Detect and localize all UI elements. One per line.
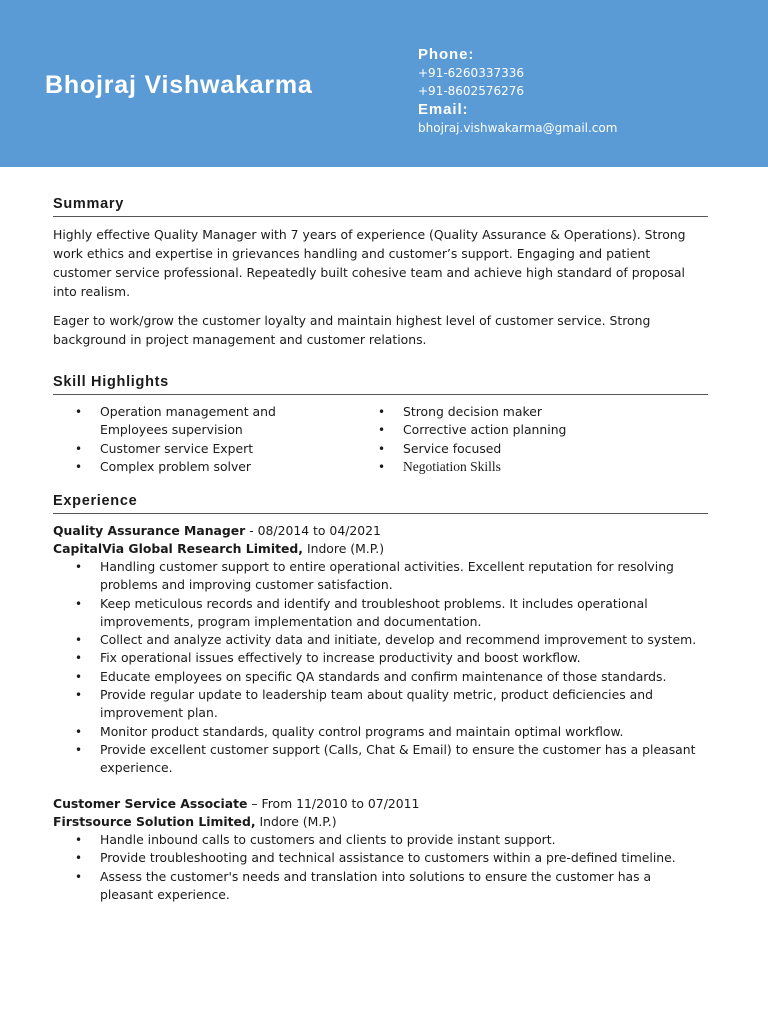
job-2-role: Customer Service Associate xyxy=(53,796,248,811)
job-2-company-line xyxy=(53,813,708,831)
skill-item: • Complex problem solver xyxy=(75,458,252,474)
skill-item: • Operation management and Employees supervision xyxy=(75,404,276,438)
job-1-role: Quality Assurance Manager xyxy=(53,523,246,538)
email-address: bhojraj.vishwakarma@gmail.com xyxy=(418,121,618,135)
job-1-dates: - 08/2014 to 04/2021 xyxy=(245,523,381,538)
phone-number-1: +91-6260337336 xyxy=(418,66,525,80)
job-1-title-line xyxy=(53,522,708,540)
skill-item: • Negotiation Skills xyxy=(378,458,501,474)
list-item: • Keep meticulous records and identify and troubleshoot problems. It includes operational improvements, program implementation and documentation. xyxy=(75,595,648,629)
job-2-responsibilities xyxy=(53,831,708,904)
skill-item: • Service focused xyxy=(378,440,502,456)
phone-label: Phone: xyxy=(418,46,475,63)
phone-number-2: +91-8602576276 xyxy=(418,84,525,98)
list-item: • Assess the customer's needs and translation into solutions to ensure the customer has a pleasant experience. xyxy=(75,868,652,902)
job-2-location: Indore (M.P.) xyxy=(255,814,337,829)
contact-block xyxy=(418,45,617,137)
skills-heading: Skill Highlights xyxy=(53,373,708,395)
skills-list-right xyxy=(356,403,686,476)
candidate-name: Bhojraj Vishwakarma xyxy=(45,71,313,99)
skill-item: • Strong decision maker xyxy=(378,404,542,419)
list-item: • Educate employees on specific QA standards and confirm maintenance of those standards. xyxy=(75,668,667,684)
email-label: Email: xyxy=(418,101,469,118)
job-1-company-line xyxy=(53,540,708,558)
list-item: • Monitor product standards, quality control programs and maintain optimal workflow. xyxy=(75,723,624,739)
experience-heading: Experience xyxy=(53,492,708,514)
header-banner xyxy=(0,0,768,167)
list-item: • Provide troubleshooting and technical assistance to customers within a pre-defined timeline. xyxy=(75,850,676,866)
list-item: • Provide regular update to leadership team about quality metric, product deficiencies and improvement plan. xyxy=(75,687,653,721)
list-item: • Handling customer support to entire operational activities. Excellent reputation for resolving problems and improving customer satisfaction. xyxy=(75,559,674,593)
list-item: • Collect and analyze activity data and initiate, develop and recommend improvement to system. xyxy=(75,632,697,648)
job-1-company: CapitalVia Global Research Limited, xyxy=(53,541,303,556)
list-item: • Fix operational issues effectively to increase productivity and boost workflow. xyxy=(75,650,581,666)
skills-list-left xyxy=(53,403,313,476)
job-1-responsibilities xyxy=(53,558,708,778)
job-2-dates: – From 11/2010 to 07/2011 xyxy=(247,796,420,811)
summary-heading: Summary xyxy=(53,195,708,217)
job-2-company: Firstsource Solution Limited, xyxy=(53,814,256,829)
summary-paragraph-2: Eager to work/grow the customer loyalty and maintain highest level of customer service. Strong background in project management and customer relations. xyxy=(53,313,651,347)
job-1-location: Indore (M.P.) xyxy=(303,541,385,556)
list-item: • Provide excellent customer support (Calls, Chat & Email) to ensure the customer has a pleasant experience. xyxy=(75,741,696,776)
summary-paragraph-1: Highly effective Quality Manager with 7 years of experience (Quality Assurance & Operations). Strong work ethics and expertise in grievances handling and customer’s support. Engaging and patient customer service professional. Repeatedly built cohesive team and achieve high standard of proposal into realism. xyxy=(53,227,686,299)
list-item: • Handle inbound calls to customers and clients to provide instant support. xyxy=(75,832,556,847)
job-2-title-line xyxy=(53,795,708,813)
skill-item: • Customer service Expert xyxy=(75,440,254,456)
skill-item: • Corrective action planning xyxy=(378,422,567,438)
